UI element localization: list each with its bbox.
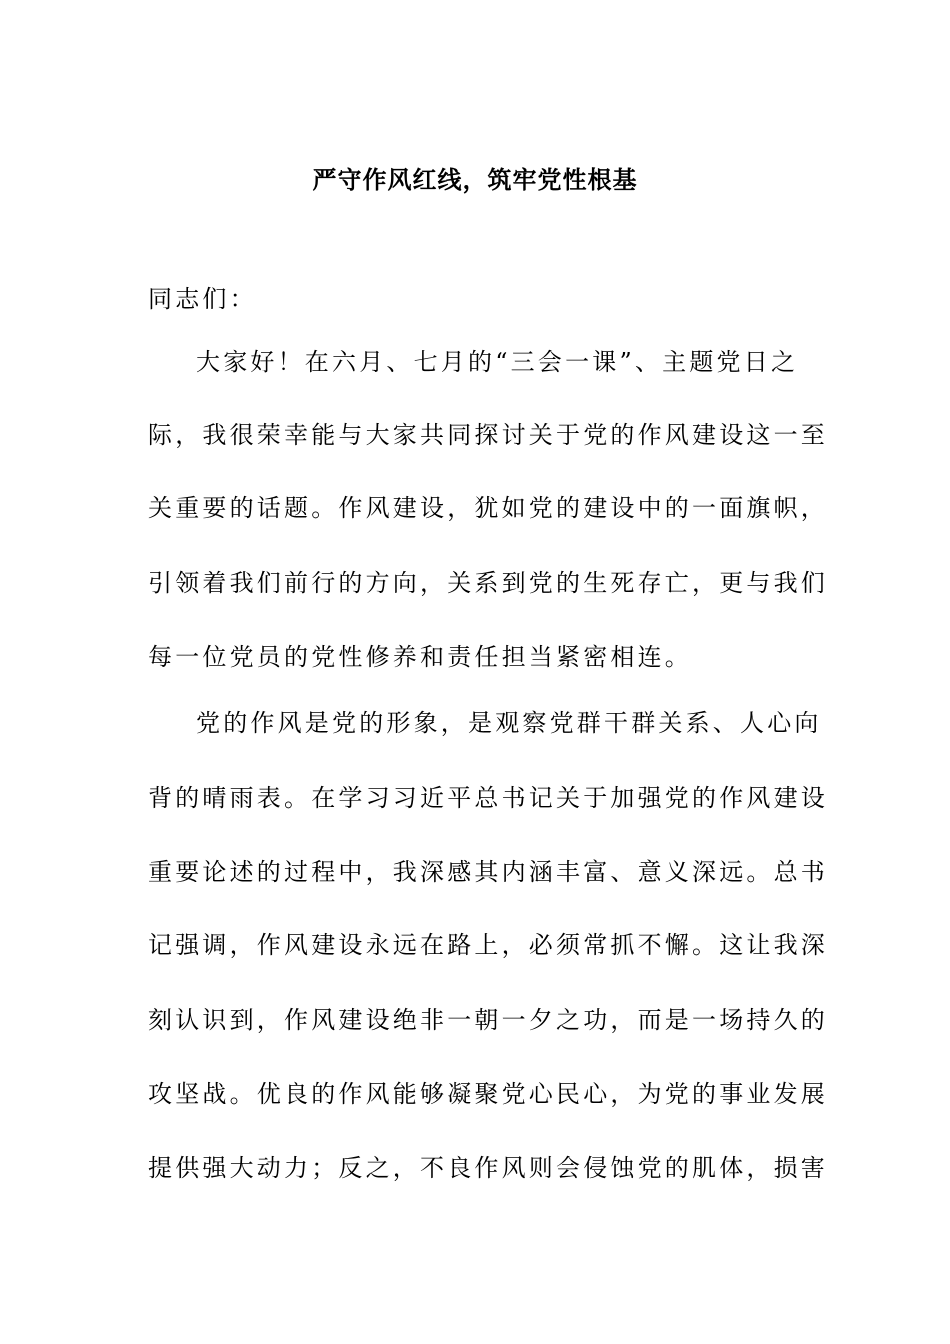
document-title: 严守作风红线，筑牢党性根基 — [312, 165, 638, 194]
text-line: 际，我很荣幸能与大家共同探讨关于党的作风建设这一至 — [148, 421, 828, 449]
text-line: 攻坚战。优良的作风能够凝聚党心民心，为党的事业发展 — [148, 1080, 828, 1108]
text-line: 每一位党员的党性修养和责任担当紧密相连。 — [148, 643, 692, 671]
salutation: 同志们： — [148, 285, 257, 313]
text-line: 刻认识到，作风建设绝非一朝一夕之功，而是一场持久的 — [148, 1006, 828, 1034]
text-line: 引领着我们前行的方向，关系到党的生死存亡，更与我们 — [148, 569, 828, 597]
text-line: 党的作风是党的形象，是观察党群干群关系、人心向 — [196, 709, 822, 737]
text-line: 重要论述的过程中，我深感其内涵丰富、意义深远。总书 — [148, 858, 828, 886]
text-line: 背的晴雨表。在学习习近平总书记关于加强党的作风建设 — [148, 784, 828, 812]
text-line: 大家好！在六月、七月的“三会一课”、主题党日之 — [196, 348, 799, 376]
text-line: 记强调，作风建设永远在路上，必须常抓不懈。这让我深 — [148, 931, 828, 959]
text-line: 提供强大动力；反之，不良作风则会侵蚀党的肌体，损害 — [148, 1154, 828, 1182]
text-line: 关重要的话题。作风建设，犹如党的建设中的一面旗帜， — [148, 494, 828, 522]
